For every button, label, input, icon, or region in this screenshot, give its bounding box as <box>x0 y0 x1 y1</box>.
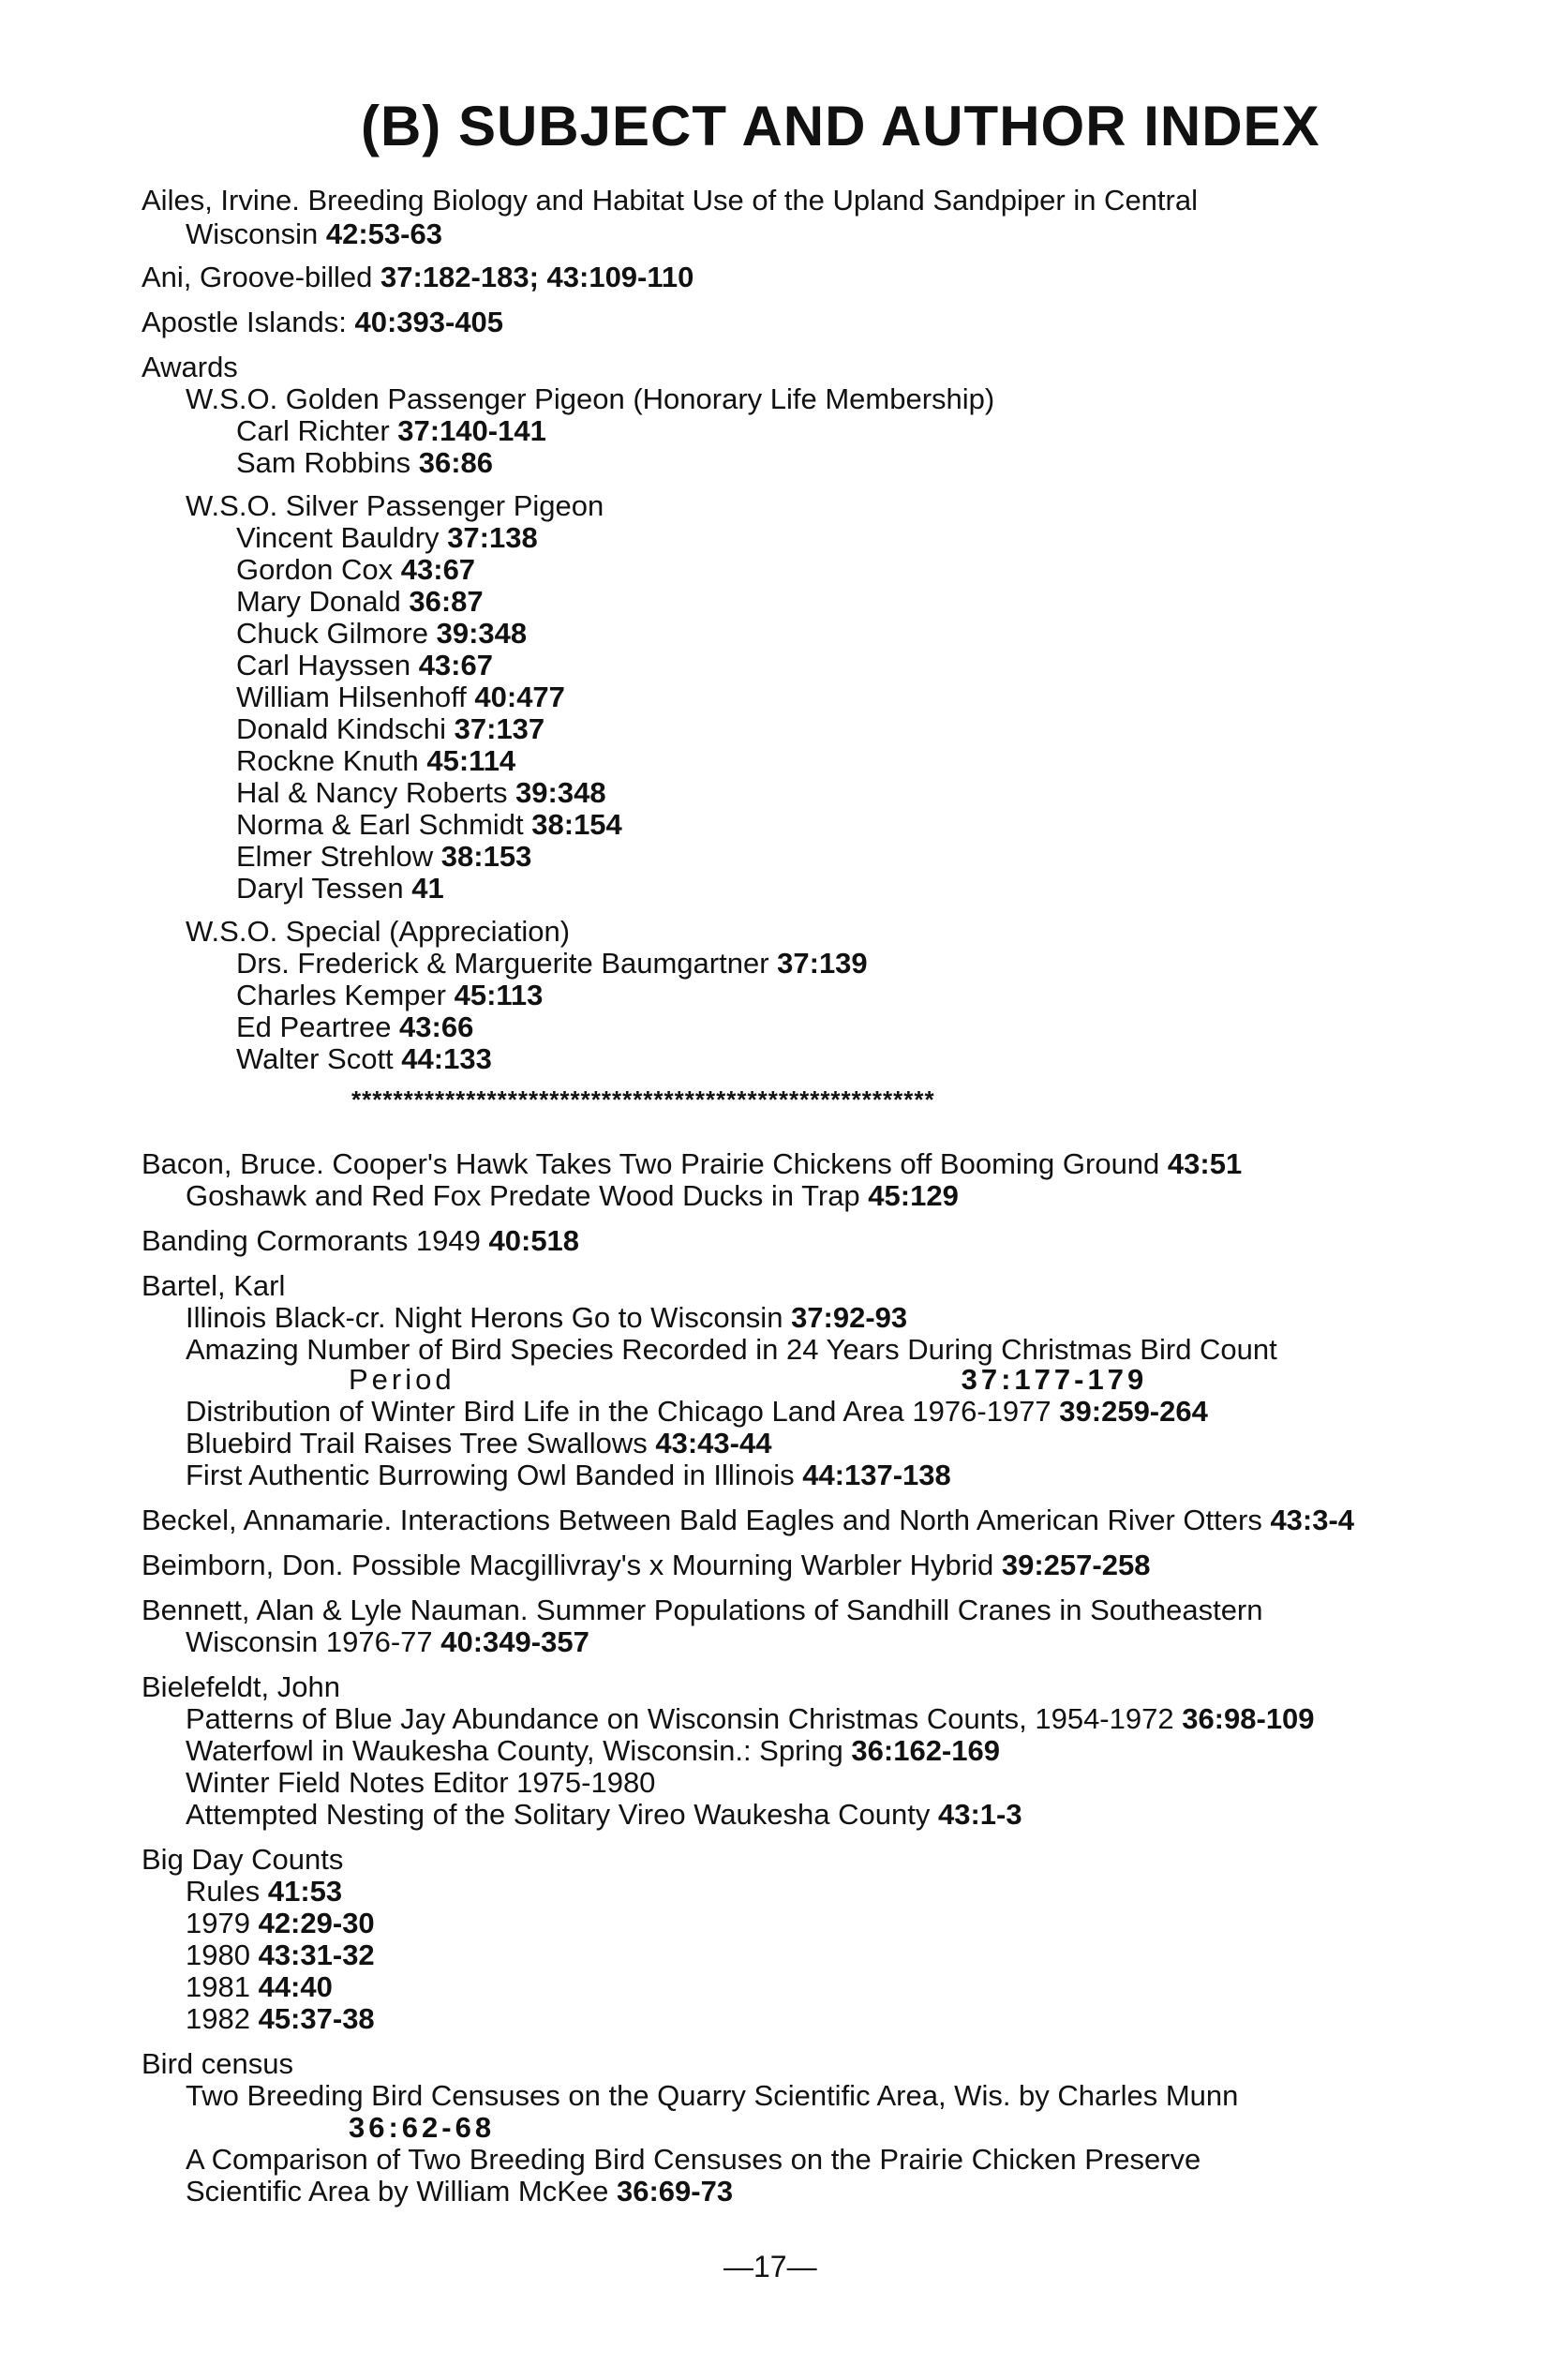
entry-apostle-islands: Apostle Islands: 40:393-405 <box>142 306 504 338</box>
awards-silver-item: Donald Kindschi 37:137 <box>236 712 545 745</box>
awards-silver-item: Gordon Cox 43:67 <box>236 553 476 586</box>
awards-golden-item: Carl Richter 37:140-141 <box>236 414 546 447</box>
entry-bartel: Bartel, Karl <box>142 1269 286 1302</box>
page-number: —17— <box>723 2250 817 2283</box>
awards-golden-heading: W.S.O. Golden Passenger Pigeon (Honorary Life Membership) <box>186 382 995 415</box>
awards-special-item: Ed Peartree 43:66 <box>236 1010 474 1043</box>
entry-bartel-item: First Authentic Burrowing Owl Banded in Illinois 44:137-138 <box>186 1459 951 1491</box>
awards-silver-heading: W.S.O. Silver Passenger Pigeon <box>186 489 604 522</box>
awards-silver-item: Hal & Nancy Roberts 39:348 <box>236 776 606 809</box>
entry-bird-census-item-cont: Scientific Area by William McKee 36:69-73 <box>186 2175 734 2208</box>
entry-bartel-item: Amazing Number of Bird Species Recorded in 24 Years During Christmas Bird Count <box>186 1333 1277 1366</box>
entry-big-day-item: 1981 44:40 <box>186 1970 333 2003</box>
entry-ani: Ani, Groove-billed 37:182-183; 43:109-110 <box>142 261 694 293</box>
entry-bird-census-item: A Comparison of Two Breeding Bird Censuses on the Prairie Chicken Preserve <box>186 2143 1201 2176</box>
entry-bielefeldt-item: Waterfowl in Waukesha County, Wisconsin.: Spring 36:162-169 <box>186 1734 1000 1767</box>
awards-silver-item: Rockne Knuth 45:114 <box>236 744 516 777</box>
entry-big-day-item: 1980 43:31-32 <box>186 1938 375 1971</box>
entry-banding-cormorants: Banding Cormorants 1949 40:518 <box>142 1224 580 1257</box>
awards-silver-item: William Hilsenhoff 40:477 <box>236 681 565 713</box>
awards-silver-item: Vincent Bauldry 37:138 <box>236 521 538 554</box>
awards-special-heading: W.S.O. Special (Appreciation) <box>186 915 571 948</box>
entry-bartel-item: Bluebird Trail Raises Tree Swallows 43:43-44 <box>186 1427 772 1459</box>
entry-ailes: Ailes, Irvine. Breeding Biology and Habitat Use of the Upland Sandpiper in Central <box>142 184 1198 217</box>
awards-silver-item: Elmer Strehlow 38:153 <box>236 840 532 873</box>
entry-bacon-cont: Goshawk and Red Fox Predate Wood Ducks in Trap 45:129 <box>186 1179 959 1212</box>
entry-bartel-item: Distribution of Winter Bird Life in the Chicago Land Area 1976-1977 39:259-264 <box>186 1395 1208 1428</box>
entry-bielefeldt-item: Attempted Nesting of the Solitary Vireo Waukesha County 43:1-3 <box>186 1798 1022 1831</box>
entry-beckel: Beckel, Annamarie. Interactions Between Bald Eagles and North American River Otters 43:3-4 <box>142 1504 1355 1536</box>
awards-special-item: Drs. Frederick & Marguerite Baumgartner 37:139 <box>236 947 868 980</box>
entry-awards: Awards <box>142 351 238 383</box>
entry-bartel-item-cont: Period 37:177-179 <box>349 1363 1148 1396</box>
awards-special-item: Charles Kemper 45:113 <box>236 979 544 1011</box>
entry-beimborn: Beimborn, Don. Possible Macgillivray's x Mourning Warbler Hybrid 39:257-258 <box>142 1549 1151 1581</box>
entry-bird-census: Bird census <box>142 2047 293 2080</box>
entry-big-day-item: 1979 42:29-30 <box>186 1907 375 1939</box>
entry-bielefeldt-item: Patterns of Blue Jay Abundance on Wisconsin Christmas Counts, 1954-1972 36:98-109 <box>186 1702 1315 1735</box>
section-separator: ******************************************************** <box>351 1085 935 1114</box>
entry-bielefeldt-item: Winter Field Notes Editor 1975-1980 <box>186 1766 656 1799</box>
entry-big-day-item: Rules 41:53 <box>186 1875 343 1908</box>
awards-silver-item: Mary Donald 36:87 <box>236 585 484 618</box>
awards-golden-item: Sam Robbins 36:86 <box>236 446 494 479</box>
awards-silver-item: Carl Hayssen 43:67 <box>236 649 493 681</box>
entry-bennett: Bennett, Alan & Lyle Nauman. Summer Populations of Sandhill Cranes in Southeastern <box>142 1594 1263 1626</box>
entry-bielefeldt: Bielefeldt, John <box>142 1670 340 1703</box>
entry-bartel-item: Illinois Black-cr. Night Herons Go to Wisconsin 37:92-93 <box>186 1301 908 1334</box>
entry-bird-census-item-cont: 36:62-68 <box>349 2111 496 2144</box>
entry-big-day-item: 1982 45:37-38 <box>186 2002 375 2035</box>
entry-bacon: Bacon, Bruce. Cooper's Hawk Takes Two Prairie Chickens off Booming Ground 43:51 <box>142 1147 1243 1180</box>
awards-special-item: Walter Scott 44:133 <box>236 1042 492 1075</box>
entry-bennett-cont: Wisconsin 1976-77 40:349-357 <box>186 1625 589 1658</box>
awards-silver-item: Daryl Tessen 41 <box>236 872 444 905</box>
entry-bird-census-item: Two Breeding Bird Censuses on the Quarry Scientific Area, Wis. by Charles Munn <box>186 2079 1239 2112</box>
page-title: (B) SUBJECT AND AUTHOR INDEX <box>361 95 1320 157</box>
awards-silver-item: Norma & Earl Schmidt 38:154 <box>236 808 622 841</box>
entry-ailes-cont: Wisconsin 42:53-63 <box>186 217 442 250</box>
awards-silver-item: Chuck Gilmore 39:348 <box>236 617 528 650</box>
entry-big-day-counts: Big Day Counts <box>142 1843 344 1876</box>
